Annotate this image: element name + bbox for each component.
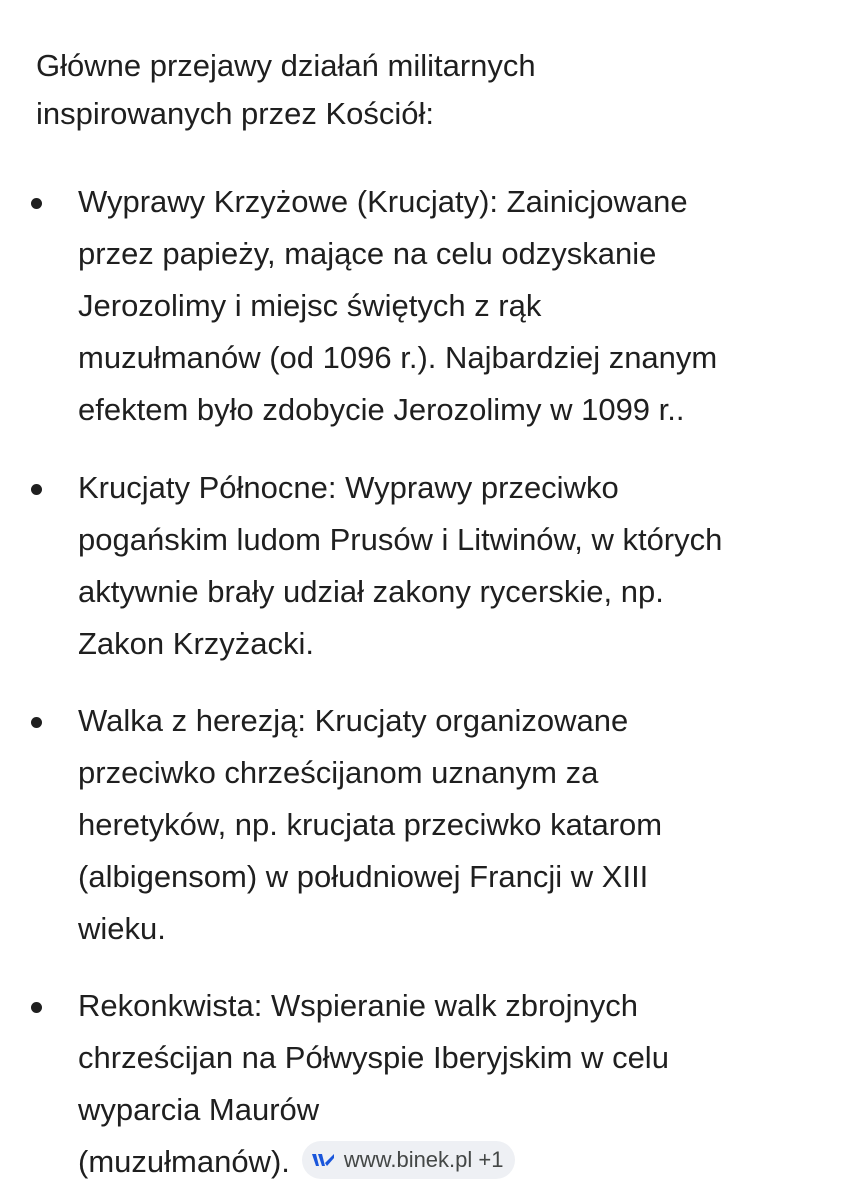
text-line: pogańskim ludom Prusów i Litwinów, w których xyxy=(78,522,723,557)
bullet-dot-icon xyxy=(31,1002,42,1013)
list-item-text xyxy=(78,176,828,436)
text-line: wyparcia Maurów xyxy=(78,1092,320,1127)
text-line: muzułmanów (od 1096 r.). Najbardziej znanym xyxy=(78,340,718,375)
list-item-text xyxy=(78,695,828,955)
text-line: Rekonkwista: Wspieranie walk zbrojnych xyxy=(78,988,638,1023)
text-line: Zakon Krzyżacki. xyxy=(78,626,315,661)
source-link-chip[interactable] xyxy=(302,1141,516,1179)
intro-line: inspirowanych przez Kościół: xyxy=(36,96,435,131)
text-line: Wyprawy Krzyżowe (Krucjaty): Zainicjowane xyxy=(78,184,688,219)
text-line: efektem było zdobycie Jerozolimy w 1099 r.. xyxy=(78,392,685,427)
site-logo-icon xyxy=(310,1151,336,1169)
text-line: przez papieży, mające na celu odzyskanie xyxy=(78,236,657,271)
text-line: heretyków, np. krucjata przeciwko katarom xyxy=(78,807,663,842)
text-line: (muzułmanów). xyxy=(78,1144,290,1179)
bullet-dot-icon xyxy=(31,484,42,495)
source-chip-label: www.binek.pl +1 xyxy=(343,1146,504,1172)
bullet-dot-icon xyxy=(31,198,42,209)
text-line: wieku. xyxy=(78,911,166,946)
intro-paragraph xyxy=(36,42,816,138)
text-line: Jerozolimy i miejsc świętych z rąk xyxy=(78,288,542,323)
text-line: chrześcijan na Półwyspie Iberyjskim w celu xyxy=(78,1040,669,1075)
text-line: Walka z herezją: Krucjaty organizowane xyxy=(78,703,629,738)
text-line: Krucjaty Północne: Wyprawy przeciwko xyxy=(78,470,619,505)
list-item-text xyxy=(78,462,828,670)
text-line: aktywnie brały udział zakony rycerskie, np. xyxy=(78,574,664,609)
text-line: (albigensom) w południowej Francji w XIII xyxy=(78,859,649,894)
bullet-dot-icon xyxy=(31,717,42,728)
list-item-text xyxy=(78,980,828,1188)
intro-line: Główne przejawy działań militarnych xyxy=(36,48,536,83)
text-line: przeciwko chrześcijanom uznanym za xyxy=(78,755,599,790)
